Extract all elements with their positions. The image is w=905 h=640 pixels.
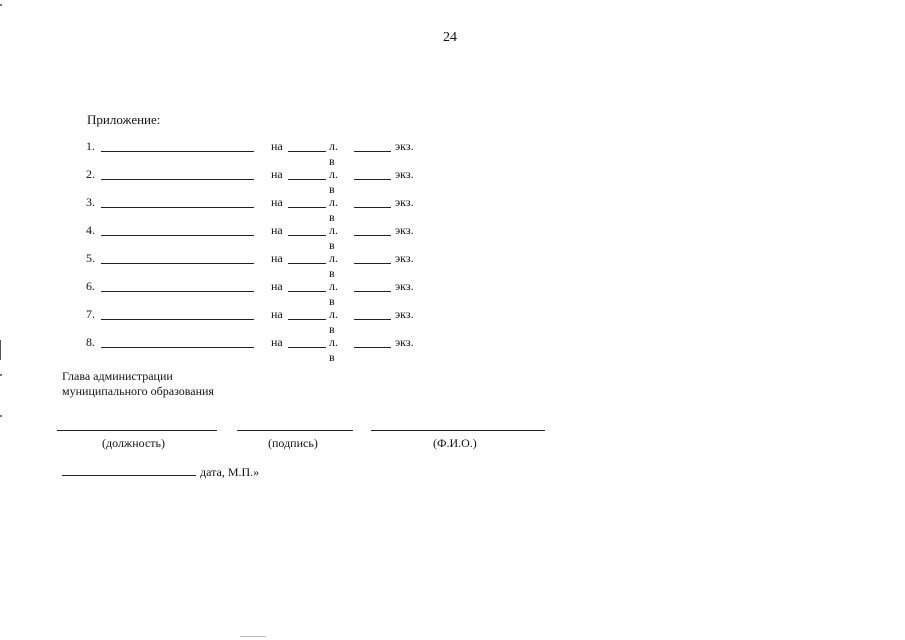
item-sheets-label: л. в: [329, 335, 338, 364]
item-copies-label: экз.: [395, 335, 414, 349]
item-sheets-label: л. в: [329, 195, 338, 224]
document-name-line: [101, 235, 254, 236]
item-sheets-label: л. в: [329, 279, 338, 308]
document-name-line: [101, 207, 254, 208]
copies-count-line: [354, 263, 391, 264]
sheets-count-line: [288, 263, 326, 264]
item-sheets-label: л. в: [329, 307, 338, 336]
item-sheets-label: л. в: [329, 223, 338, 252]
document-name-line: [101, 179, 254, 180]
item-copies-label: экз.: [395, 167, 414, 181]
copies-count-line: [354, 319, 391, 320]
position-caption: (должность): [102, 436, 165, 450]
sheets-count-line: [288, 235, 326, 236]
item-number: 7.: [86, 307, 95, 321]
position-signature-line: [57, 430, 217, 431]
scan-artifact: [0, 415, 2, 417]
appendix-title: Приложение:: [87, 112, 161, 127]
item-sheets-label: л. в: [329, 139, 338, 168]
item-number: 6.: [86, 279, 95, 293]
signature-line: [237, 430, 353, 431]
sheets-count-line: [288, 151, 326, 152]
copies-count-line: [354, 151, 391, 152]
scan-artifact: [0, 374, 2, 376]
item-on-label: на: [271, 195, 283, 209]
page-number: 24: [443, 30, 457, 45]
item-number: 2.: [86, 167, 95, 181]
document-name-line: [101, 347, 254, 348]
item-number: 4.: [86, 223, 95, 237]
date-stamp-label: дата, М.П.»: [200, 465, 260, 479]
full-name-caption: (Ф.И.О.): [433, 436, 477, 450]
item-number: 1.: [86, 139, 95, 153]
item-copies-label: экз.: [395, 195, 414, 209]
full-name-line: [371, 430, 545, 431]
item-number: 5.: [86, 251, 95, 265]
scan-artifact: [240, 636, 266, 637]
scan-artifact: [0, 340, 1, 360]
copies-count-line: [354, 291, 391, 292]
item-on-label: на: [271, 335, 283, 349]
sheets-count-line: [288, 347, 326, 348]
item-copies-label: экз.: [395, 223, 414, 237]
item-on-label: на: [271, 251, 283, 265]
item-on-label: на: [271, 223, 283, 237]
sheets-count-line: [288, 319, 326, 320]
sheets-count-line: [288, 291, 326, 292]
document-name-line: [101, 263, 254, 264]
copies-count-line: [354, 207, 391, 208]
copies-count-line: [354, 179, 391, 180]
document-name-line: [101, 319, 254, 320]
item-sheets-label: л. в: [329, 251, 338, 280]
item-number: 3.: [86, 195, 95, 209]
sheets-count-line: [288, 179, 326, 180]
item-number: 8.: [86, 335, 95, 349]
signatory-title: Глава администрации: [62, 369, 173, 383]
item-on-label: на: [271, 307, 283, 321]
item-copies-label: экз.: [395, 279, 414, 293]
signature-caption: (подпись): [268, 436, 318, 450]
copies-count-line: [354, 347, 391, 348]
document-name-line: [101, 151, 254, 152]
item-on-label: на: [271, 279, 283, 293]
item-copies-label: экз.: [395, 251, 414, 265]
copies-count-line: [354, 235, 391, 236]
item-on-label: на: [271, 167, 283, 181]
item-on-label: на: [271, 139, 283, 153]
scan-artifact: [0, 4, 2, 6]
signatory-organization: муниципального образования: [62, 384, 214, 398]
item-copies-label: экз.: [395, 139, 414, 153]
date-line: [62, 475, 196, 476]
sheets-count-line: [288, 207, 326, 208]
item-copies-label: экз.: [395, 307, 414, 321]
document-name-line: [101, 291, 254, 292]
item-sheets-label: л. в: [329, 167, 338, 196]
